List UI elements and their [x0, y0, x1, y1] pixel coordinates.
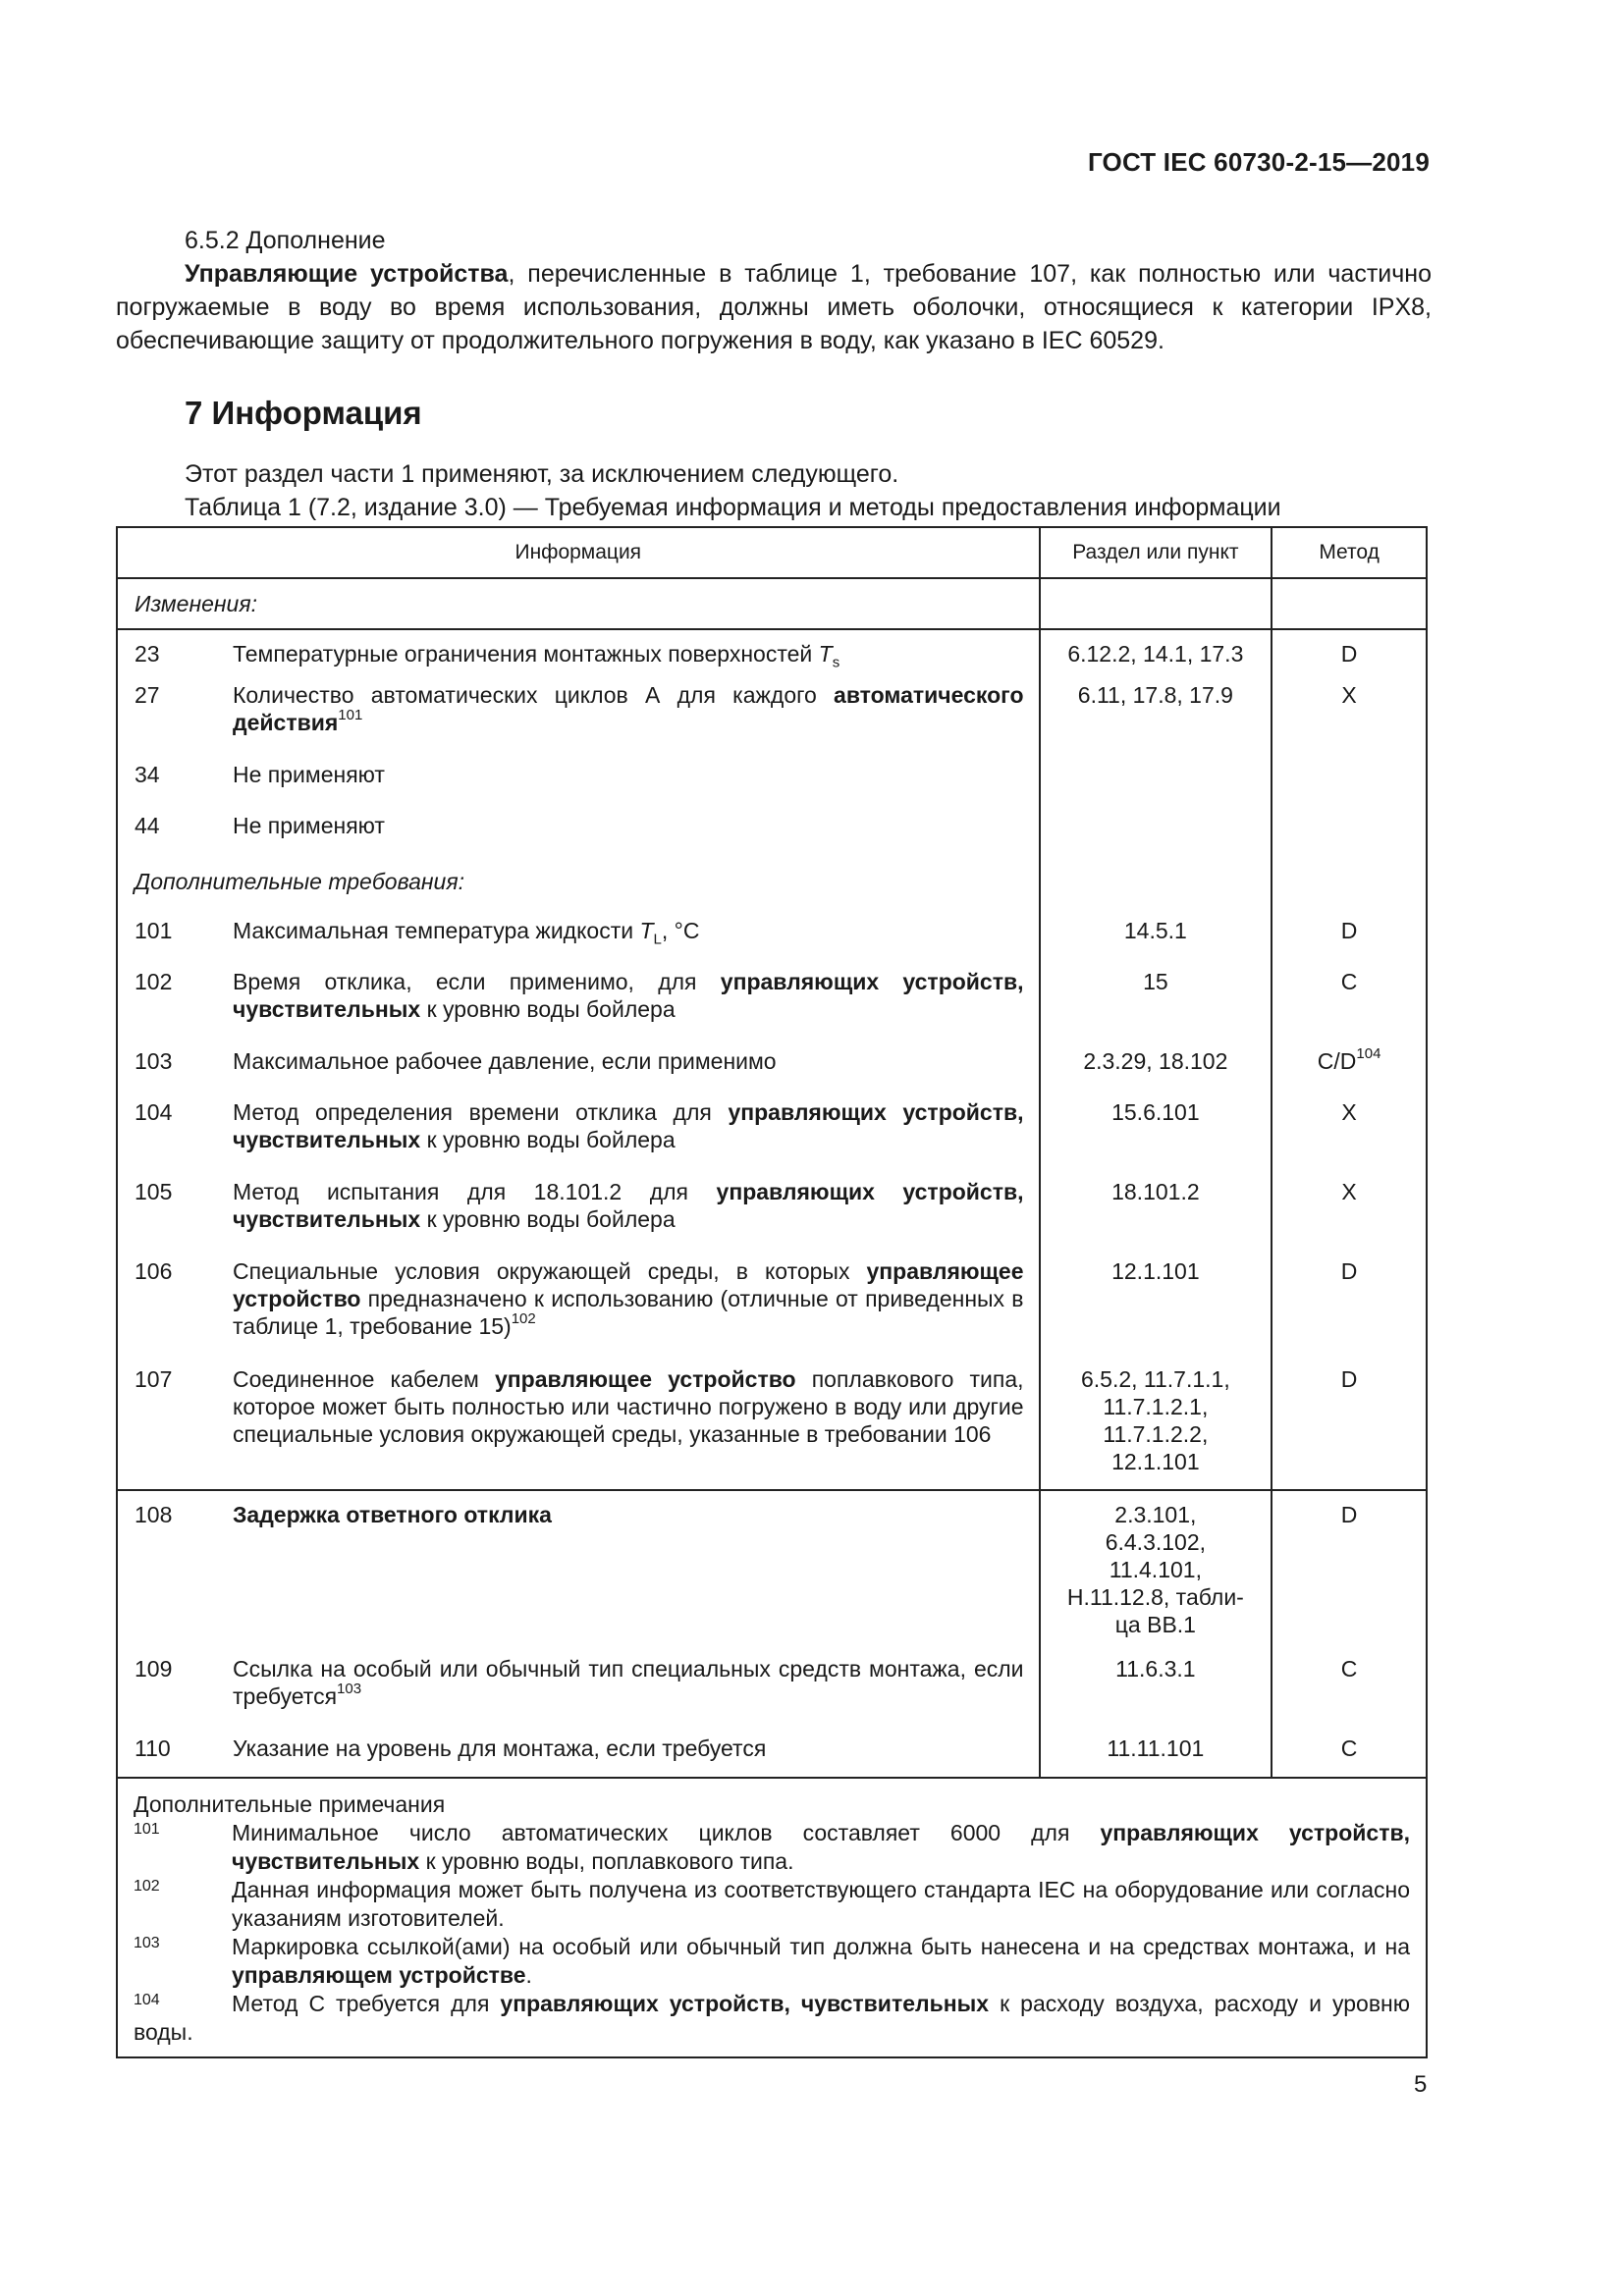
ref-line: 6.5.2, 11.7.1.1, [1080, 1366, 1230, 1392]
row-method: D [1272, 629, 1427, 680]
row-ref: 18.101.2 [1040, 1177, 1272, 1256]
row-text-part: Соединенное кабелем [233, 1366, 495, 1392]
footnote-ref: 101 [338, 707, 363, 724]
table-row [117, 760, 1427, 811]
note-text [232, 1933, 1410, 1990]
notes-title: Дополнительные примечания [134, 1791, 446, 1817]
row-text-part: Специальные условия окружающей среды, в которых [233, 1258, 867, 1284]
row-ref: 15.6.101 [1040, 1097, 1272, 1177]
note-101 [134, 1819, 1410, 1876]
note-num: 101 [134, 1821, 160, 1838]
header-info: Информация [117, 527, 1040, 578]
row-ref [1040, 1364, 1272, 1490]
row-text-part: Максимальная температура жидкости [233, 918, 640, 943]
group-row-changes [117, 578, 1427, 629]
note-text-bold: управляющих устройств, чувствительных [232, 1820, 1411, 1874]
row-text-part: Время отклика, если применимо, для [233, 969, 721, 994]
note-103 [134, 1933, 1410, 1990]
row-ref: 2.3.29, 18.102 [1040, 1046, 1272, 1097]
row-text [233, 1365, 1038, 1448]
row-text: Не применяют [233, 762, 385, 787]
row-num: 103 [135, 1048, 173, 1074]
ref-line: 2.3.101, [1114, 1502, 1197, 1527]
ref-line: ца ВВ.1 [1114, 1612, 1196, 1637]
row-text-bold: управляющих устройств, чувствительных [233, 969, 1024, 1022]
row-num: 110 [135, 1735, 171, 1761]
row-method: D [1272, 1256, 1427, 1364]
row-method: C [1272, 967, 1427, 1046]
row-text [233, 1655, 1038, 1710]
note-text: Данная информация может быть получена из соответствующего стандарта IEC на оборудование или согласно указаниям изготовителей. [232, 1877, 1410, 1931]
intro-text: Этот раздел части 1 применяют, за исключением следующего. [185, 460, 899, 488]
note-num: 102 [134, 1878, 160, 1895]
note-text-bold: управляющих устройств, чувствительных [500, 1991, 990, 2016]
note-text-part: Метод C требуется для [232, 1991, 501, 2016]
subscript: L [653, 931, 662, 948]
row-text-bold: автоматического действия [233, 682, 1024, 735]
row-text-bold: управляющее устройство [495, 1366, 796, 1392]
term-bold: Управляющие устройства [185, 260, 509, 288]
table-row [117, 967, 1427, 1046]
footnote-ref: 104 [1356, 1045, 1381, 1063]
row-text [233, 917, 1038, 948]
note-102 [134, 1876, 1410, 1933]
row-num: 106 [135, 1258, 173, 1284]
page-number: 5 [1414, 2071, 1428, 2098]
header-method: Метод [1272, 527, 1427, 578]
table-row [117, 1734, 1427, 1778]
row-text: Указание на уровень для монтажа, если требуется [233, 1735, 767, 1761]
row-num: 27 [135, 682, 160, 708]
row-text-tail: , °C [661, 918, 700, 943]
group-label: Дополнительные требования: [135, 869, 464, 894]
note-text-bold: управляющем устройстве [232, 1962, 526, 1988]
row-text [233, 1501, 1038, 1528]
table-row [117, 916, 1427, 967]
row-text-tail: предназначено к использованию (отличные от приведенных в таблице 1, требование 15) [233, 1286, 1024, 1339]
ref-line: 6.4.3.102, [1105, 1529, 1207, 1555]
information-table [116, 526, 1428, 2058]
row-num: 105 [135, 1179, 173, 1204]
row-method: C [1272, 1734, 1427, 1778]
row-method [1272, 1046, 1427, 1097]
row-ref: 11.6.3.1 [1040, 1654, 1272, 1734]
table-row [117, 1654, 1427, 1734]
row-text [233, 968, 1038, 1023]
row-text-part: Метод испытания для 18.101.2 для [233, 1179, 717, 1204]
ref-line: 11.4.101, [1109, 1557, 1202, 1582]
row-text-bold: Задержка ответного отклика [233, 1502, 552, 1527]
ref-line: 11.7.1.2.1, [1103, 1394, 1209, 1419]
row-method: D [1272, 1490, 1427, 1654]
table-row [117, 1256, 1427, 1364]
document-code: ГОСТ IEC 60730-2-15—2019 [1087, 147, 1430, 177]
row-text [233, 1257, 1038, 1340]
row-method: C [1272, 1654, 1427, 1734]
note-text-tail: . [525, 1962, 532, 1988]
table-row [117, 1046, 1427, 1097]
symbol: T [639, 918, 654, 943]
row-text [233, 1178, 1038, 1233]
ref-line: 11.7.1.2.2, [1103, 1421, 1209, 1447]
row-num: 107 [135, 1366, 173, 1392]
subsection-title: 6.5.2 Дополнение [185, 227, 386, 254]
row-method: D [1272, 916, 1427, 967]
note-text [232, 1819, 1410, 1876]
section-6-5-2 [116, 224, 1432, 357]
ref-line: 12.1.101 [1111, 1449, 1200, 1474]
note-104 [134, 1990, 1410, 2047]
note-text-part: Минимальное число автоматических циклов составляет 6000 для [232, 1820, 1101, 1845]
table-row [117, 680, 1427, 760]
group-row-additional [117, 867, 1427, 916]
row-num: 101 [135, 918, 173, 943]
row-ref: 6.11, 17.8, 17.9 [1040, 680, 1272, 760]
row-text-tail: к уровню воды бойлера [420, 1127, 676, 1152]
row-text-bold: управляющих устройств, чувствительных [233, 1099, 1024, 1152]
note-num: 103 [134, 1935, 160, 1951]
row-text [233, 640, 1038, 671]
symbol: T [818, 641, 833, 667]
row-text-part: Температурные ограничения монтажных поверхностей [233, 641, 819, 667]
row-ref: 12.1.101 [1040, 1256, 1272, 1364]
row-num: 23 [135, 641, 160, 667]
section-intro [185, 457, 1281, 524]
group-label: Изменения: [135, 591, 258, 616]
table-caption: Таблица 1 (7.2, издание 3.0) — Требуемая информация и методы предоставления информации [185, 494, 1281, 521]
note-text-tail: к уровню воды, поплавкового типа. [419, 1848, 794, 1874]
row-text-bold: управляющих устройств, чувствительных [233, 1179, 1024, 1232]
table-row [117, 629, 1427, 680]
table-row [117, 1097, 1427, 1177]
row-text-tail: к уровню воды бойлера [420, 996, 676, 1022]
header-ref: Раздел или пункт [1040, 527, 1272, 578]
row-text-tail: поплавкового типа, которое может быть полностью или частично погружено в воду или другие специальные условия окружающей среды, указанные в требовании 106 [233, 1366, 1024, 1447]
row-num: 44 [135, 813, 160, 838]
row-ref: 6.12.2, 14.1, 17.3 [1040, 629, 1272, 680]
method-value: C/D [1317, 1048, 1357, 1074]
subscript: s [832, 654, 840, 671]
table-row [117, 1364, 1427, 1490]
ref-line: H.11.12.8, табли- [1066, 1584, 1244, 1610]
row-method: X [1272, 1097, 1427, 1177]
footnote-ref: 102 [511, 1310, 536, 1328]
table-row [117, 1490, 1427, 1654]
row-text-tail: к уровню воды бойлера [420, 1206, 676, 1232]
row-text-part: Количество автоматических циклов А для каждого [233, 682, 835, 708]
row-ref: 15 [1040, 967, 1272, 1046]
section-heading: 7 Информация [185, 395, 422, 431]
note-text-tail: к расходу воздуха, расходу и уровню воды. [134, 1991, 1410, 2045]
row-num: 102 [135, 969, 173, 994]
table-row [117, 1177, 1427, 1256]
row-ref [1040, 1490, 1272, 1654]
footnote-ref: 103 [337, 1681, 362, 1698]
table-header-row [117, 527, 1427, 578]
row-text-part: Метод определения времени отклика для [233, 1099, 729, 1125]
paragraph-text: , перечисленные в таблице 1, требование 107, как полностью или частично погружаемые в воду во время использования, должны иметь оболочки, относящиеся к категории IPX8, обеспечивающие защиту от продолжительного погружения в воду, как указано в IEC 60529. [116, 260, 1432, 354]
row-num: 109 [135, 1656, 173, 1682]
row-num: 34 [135, 762, 160, 787]
row-text: Максимальное рабочее давление, если применимо [233, 1048, 777, 1074]
row-ref: 11.11.101 [1040, 1734, 1272, 1778]
notes-cell [117, 1778, 1427, 2057]
row-method: D [1272, 1364, 1427, 1490]
note-num: 104 [134, 1992, 160, 2008]
row-num: 108 [135, 1502, 173, 1527]
row-text-bold: управляющее устройство [233, 1258, 1024, 1311]
row-num: 104 [135, 1099, 173, 1125]
row-text: Не применяют [233, 813, 385, 838]
row-text-part: Ссылка на особый или обычный тип специальных средств монтажа, если требуется [233, 1656, 1024, 1709]
notes-row [117, 1778, 1427, 2057]
row-method: X [1272, 1177, 1427, 1256]
note-text-part: Маркировка ссылкой(ами) на особый или обычный тип должна быть нанесена и на средствах монтажа, и на [232, 1934, 1410, 1959]
subsection-paragraph [116, 257, 1432, 357]
row-text [233, 681, 1038, 736]
row-text [233, 1098, 1038, 1153]
row-method: X [1272, 680, 1427, 760]
table-row [117, 811, 1427, 867]
row-ref: 14.5.1 [1040, 916, 1272, 967]
